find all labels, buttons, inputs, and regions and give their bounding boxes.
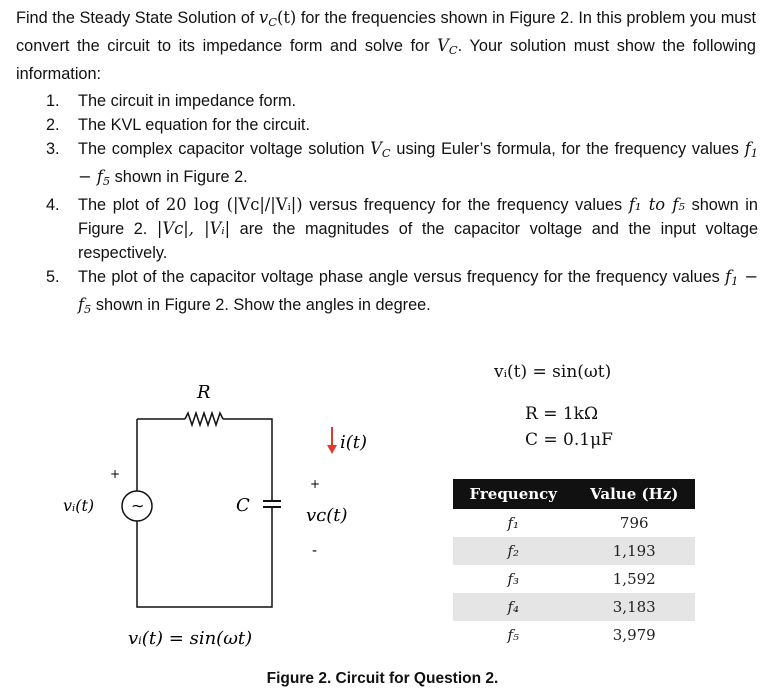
list-item-text: shown in Figure 2. [110, 167, 248, 186]
problem-intro [16, 6, 756, 86]
bottom-source-equation: vᵢ(t) = sin(ωt) [128, 628, 253, 649]
intro-text-a: Find the Steady State Solution of [16, 9, 260, 27]
cell-value: 796 [574, 509, 696, 537]
resistor-symbol [185, 413, 223, 425]
current-label: i(t) [340, 432, 368, 453]
list-item-text: are the magnitudes of the capacitor voltage and the input voltage respectively. [78, 219, 759, 262]
list-item [46, 113, 758, 137]
list-item-number: 5. [46, 267, 60, 286]
vc-minus-sign: - [312, 543, 318, 559]
frequency-table [453, 479, 695, 649]
list-item-text: The complex capacitor voltage solution [78, 140, 371, 158]
list-item-number: 4. [46, 195, 60, 214]
cell-value: 1,193 [574, 537, 696, 565]
vc-plus-sign: + [310, 477, 321, 491]
list-item-text: The plot of the capacitor voltage phase angle versus frequency for the frequency values [78, 267, 726, 286]
capacitor-label: C [236, 495, 250, 516]
source-plus-sign: + [110, 467, 121, 481]
cell-frequency: f₂ [453, 537, 574, 565]
vc-math: $V_C$ [370, 139, 391, 160]
list-item [46, 137, 758, 193]
list-item-number: 3. [46, 140, 60, 158]
list-item [46, 89, 758, 113]
table-header-row [453, 479, 695, 509]
wire-left-bottom [137, 516, 272, 607]
list-item-text: using Euler’s formula, for the frequency values [390, 140, 745, 158]
list-item-number: 1. [46, 92, 60, 110]
intro-Vc-math: $V_C$ [437, 35, 458, 57]
wire-top-right [223, 419, 272, 480]
intro-text-c: . Your solution must show the following information: [16, 36, 756, 83]
list-item-number: 2. [46, 116, 60, 134]
cell-value: 1,592 [574, 565, 696, 593]
vc-label: vᴄ(t) [306, 505, 348, 526]
figure-caption: Figure 2. Circuit for Question 2. [266, 670, 499, 687]
requirements-list [46, 89, 758, 320]
source-voltage-label: vᵢ(t) [63, 496, 95, 515]
list-item-text: The plot of [78, 195, 166, 214]
list-item [46, 193, 758, 265]
list-item-text: versus frequency for the frequency values [302, 195, 629, 214]
cell-frequency: f₄ [453, 593, 574, 621]
eq-source: vᵢ(t) = sin(ωt) [494, 362, 612, 382]
eq-resistance: R = 1kΩ [525, 404, 599, 424]
intro-text-b: for the frequencies shown in Figure 2. In this problem you must convert the circuit to its impedance form and solve for [16, 9, 756, 55]
log-ratio-math: 20 log (|Vᴄ|/|Vᵢ|) [165, 194, 303, 214]
f-range-math: $f_1 - f_5$ [78, 266, 758, 316]
table-row [453, 565, 695, 593]
table-row [453, 593, 695, 621]
ac-source-symbol: ∼ [131, 496, 145, 515]
header-value: Value (Hz) [574, 479, 696, 509]
f-range-math: f₁ to f₅ [628, 194, 685, 214]
f-range-math: $f_1 - f_5$ [78, 139, 758, 188]
table-row [453, 621, 695, 649]
table-row [453, 537, 695, 565]
eq-capacitance: C = 0.1μF [525, 430, 613, 450]
current-arrow [327, 427, 337, 454]
resistor-label: R [197, 382, 211, 403]
header-frequency: Frequency [453, 479, 574, 509]
list-item-text: The KVL equation for the circuit. [78, 116, 310, 134]
list-item-text: shown in Figure 2. Show the angles in degree. [91, 295, 431, 314]
magnitudes-math: |Vᴄ|, |Vᵢ| [156, 218, 231, 238]
cell-frequency: f₃ [453, 565, 574, 593]
cell-value: 3,183 [574, 593, 696, 621]
table-row [453, 509, 695, 537]
list-item [46, 265, 758, 321]
list-item-text: The circuit in impedance form. [78, 92, 297, 110]
cell-frequency: f₅ [453, 621, 574, 649]
cell-value: 3,979 [574, 621, 696, 649]
intro-vc-math: $v_C(t)$ [259, 8, 297, 29]
cell-frequency: f₁ [453, 509, 574, 537]
list-item-text: shown in Figure 2. [78, 195, 758, 238]
